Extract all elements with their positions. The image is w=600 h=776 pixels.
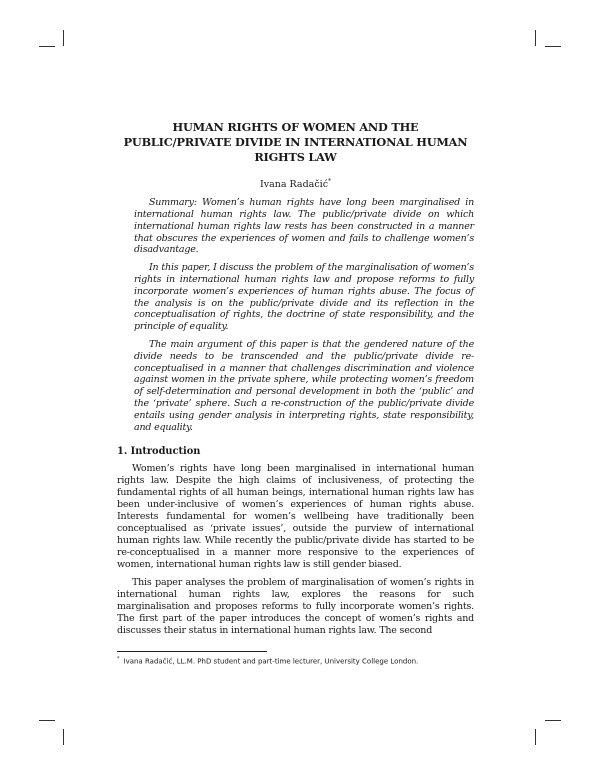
body-paragraph: This paper analyses the problem of marginalisation of women’s rights in international human rights law, explores the reasons for such marginalisation and proposes reforms to fully incorporate women’s rights. The first part of the paper introduces the concept of women’s rights and discusses their status in international human rights law. The second — [117, 577, 474, 637]
abstract-paragraph: Summary: Women’s human rights have long been marginalised in international human rights law. The public/private divide on which international human rights law rests has been constructed in a manner that obscures the experiences of women and fails to challenge women’s disadvantage. — [134, 197, 474, 256]
footnote — [117, 656, 474, 665]
crop-mark — [535, 30, 536, 46]
section-heading: 1. Introduction — [117, 446, 201, 458]
footnote-text: Ivana Radačić, LL.M. PhD student and part-time lecturer, University College London. — [123, 657, 419, 666]
crop-mark — [63, 30, 64, 46]
crop-mark — [63, 729, 64, 745]
paper-title: HUMAN RIGHTS OF WOMEN AND THE PUBLIC/PRIVATE DIVIDE IN INTERNATIONAL HUMAN RIGHTS LAW — [123, 120, 468, 164]
paper-page — [117, 120, 474, 666]
author-name: Ivana Radačić — [259, 179, 329, 191]
crop-mark — [545, 720, 561, 721]
abstract-paragraph: In this paper, I discuss the problem of the marginalisation of women’s rights in international human rights law and propose reforms to fully incorporate women’s experiences of human rights abuse. The focus of the analysis is on the public/private divide and its reflection in the conceptualisation of rights, the doctrine of state responsibility, and the principle of equality. — [134, 262, 474, 333]
body-text — [117, 463, 474, 637]
footnote-marker: * — [117, 656, 120, 663]
author-line — [117, 178, 474, 190]
crop-mark — [39, 46, 55, 47]
crop-mark — [39, 720, 55, 721]
crop-mark — [535, 729, 536, 745]
crop-mark — [545, 46, 561, 47]
author-footnote-marker[interactable]: * — [328, 178, 332, 185]
body-paragraph: Women’s rights have long been marginalised in international human rights law. Despite the high claims of inclusiveness, of protecting the fundamental rights of all human beings, international human rights law has been under-inclusive of women’s experiences of human rights abuse. Interests fundamental for women’s wellbeing have traditionally been conceptualised as ‘private issues’, outside the purview of international human rights law. While recently the public/private divide has started to be re-conceptualised in a manner more responsive to the experiences of women, international human rights law is still gender biased. — [117, 463, 474, 571]
abstract-paragraph: The main argument of this paper is that the gendered nature of the divide needs to be transcended and the public/private divide re-conceptualised in a manner that challenges discrimination and violence against women in the private sphere, while protecting women’s freedom of self-determination and personal development in both the ‘public’ and the ‘private’ sphere. Such a re-construction of the public/private divide entails using gender analysis in interpreting rights, state responsibility, and equality. — [134, 338, 474, 433]
abstract — [117, 197, 474, 433]
footnote-rule — [117, 651, 267, 652]
